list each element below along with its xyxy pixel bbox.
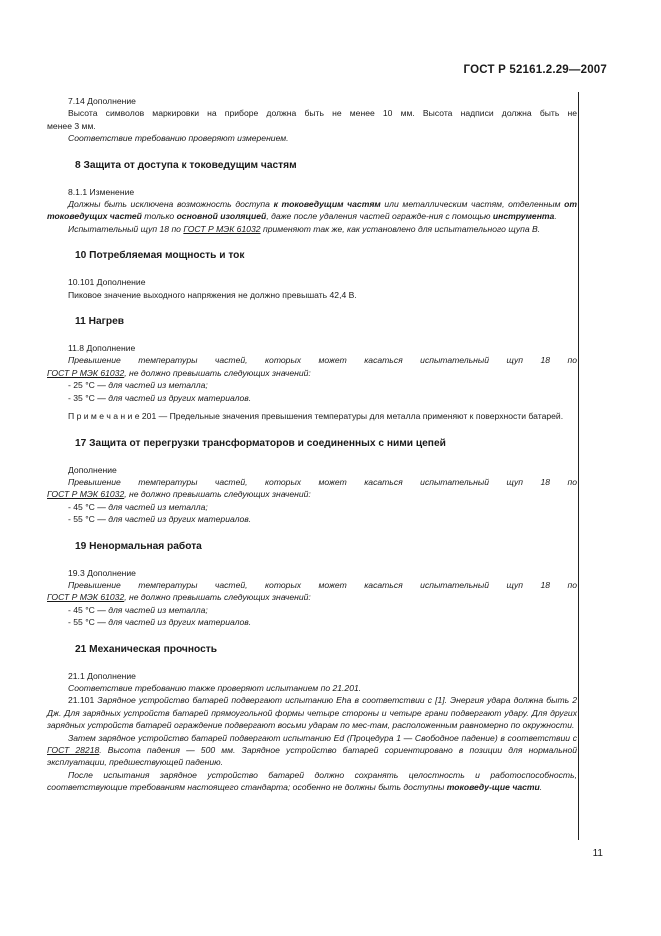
paragraph: менее 3 мм. [47, 120, 96, 131]
text: — для частей из других материалов. [94, 617, 252, 628]
value: - 25 °С [68, 380, 95, 391]
text: . Высота падения — 500 мм. Зарядное устройство батарей сориентировано в позиции для нормальной эксплуатации, предшествующей падению. [47, 745, 577, 768]
list-item [47, 501, 577, 513]
paragraph [47, 367, 577, 379]
section-heading: 8 Защита от доступа к токоведущим частям [75, 159, 297, 171]
standard-reference-link[interactable]: ГОСТ Р МЭК 61032 [183, 223, 261, 234]
clause-number: 21.101 [68, 695, 95, 706]
section-heading: 21 Механическая прочность [75, 643, 217, 655]
text: только [141, 211, 177, 222]
text: — для частей из других материалов. [94, 514, 252, 525]
paragraph: Соответствие требованию также проверяют испытанием по 21.201. [68, 682, 362, 693]
list-item [47, 513, 577, 525]
text: — для частей из металла; [94, 604, 208, 615]
change-bar [578, 92, 579, 840]
text: — для частей из других материалов. [94, 392, 252, 403]
paragraph [47, 694, 577, 731]
paragraph [47, 488, 577, 500]
term: инструмента [492, 211, 555, 222]
clause-number: 10.101 Дополнение [68, 277, 146, 288]
text: . [554, 211, 557, 222]
text: применяют так же, как установлено для испытательного щупа В. [260, 223, 541, 234]
paragraph: Высота символов маркировки на приборе должна быть не менее 10 мм. Высота надписи должна быть не [68, 108, 577, 119]
list-item [47, 379, 577, 391]
section-heading: 17 Защита от перегрузки трансформаторов и соединенных с ними цепей [75, 437, 446, 449]
paragraph: Превышение температуры частей, которых может касаться испытательный щуп 18 по [68, 579, 577, 590]
page-number: 11 [592, 848, 603, 859]
clause-number: 19.3 Дополнение [68, 567, 136, 578]
paragraph [47, 223, 577, 235]
clause-number: 8.1.1 Изменение [68, 186, 135, 197]
text: Испытательный щуп 18 по [68, 223, 184, 234]
value: - 45 °С [68, 501, 95, 512]
paragraph [47, 769, 577, 794]
standard-reference-link[interactable]: ГОСТ Р МЭК 61032 [47, 367, 125, 378]
note: П р и м е ч а н и е 201 — Предельные значения превышения температуры для металла применяют к поверхности батарей. [68, 411, 564, 422]
text: . [539, 782, 543, 793]
standard-reference-link[interactable]: ГОСТ Р МЭК 61032 [47, 592, 125, 603]
text: Должны быть исключена возможность доступа [68, 199, 274, 210]
clause-number: 11.8 Дополнение [68, 343, 136, 354]
text: , не должно превышать следующих значений: [124, 367, 311, 378]
list-item [47, 616, 577, 628]
text: После испытания зарядное устройство батарей должно сохранять целостность и работоспособность, соответствующие требованиям настоящего стандарта; особенно не должны быть доступны [47, 769, 577, 793]
section-heading: 10 Потребляемая мощность и ток [75, 250, 245, 262]
value: - 55 °С [68, 617, 95, 628]
value: - 55 °С [68, 514, 95, 525]
list-item [47, 392, 577, 404]
text: , не должно превышать следующих значений: [124, 592, 311, 603]
document-id: ГОСТ Р 52161.2.29—2007 [463, 64, 607, 76]
check-text: Соответствие требованию проверяют измерением. [68, 133, 289, 144]
term: от токоведущих частей [47, 199, 577, 222]
clause-number: 21.1 Дополнение [68, 670, 136, 681]
clause-number: 7.14 Дополнение [68, 96, 136, 106]
text: Затем зарядное устройство батарей подвергают испытанию Ed (Процедура 1 — Свободное падение) в соответствии с [68, 732, 577, 743]
term: токоведу-щие части [446, 782, 540, 793]
term: к токоведущим частям [273, 199, 381, 210]
text: — для частей из металла; [94, 380, 208, 391]
term: основной изоляцией [176, 211, 267, 222]
value: - 35 °С [68, 392, 95, 403]
clause-number: Дополнение [68, 464, 117, 475]
paragraph: Пиковое значение выходного напряжения не должно превышать 42,4 В. [68, 289, 357, 300]
paragraph: Превышение температуры частей, которых может касаться испытательный щуп 18 по [68, 476, 577, 487]
section-heading: 11 Нагрев [75, 316, 125, 328]
text: Зарядное устройство батарей подвергают испытанию Eha в соответствии с [1]. Энергия удара должна быть 2 Дж. Для зарядных устройств батарей прямоугольной формы четыре стороны и четыре грани подвергают удару. Для других зарядных устройств батарей ограждение подвергают восьми ударам по мес-там, расположенным равномерно по окружности. [47, 695, 577, 731]
list-item [47, 604, 577, 616]
standard-reference-link[interactable]: ГОСТ 28218 [47, 745, 100, 755]
standard-reference-link[interactable]: ГОСТ Р МЭК 61032 [47, 489, 125, 500]
text: — для частей из металла; [94, 501, 208, 512]
value: - 45 °С [68, 604, 95, 615]
paragraph [47, 732, 577, 769]
text: или металлическим частям, отделенным [380, 199, 565, 210]
paragraph [47, 198, 577, 223]
page-body [47, 95, 577, 794]
text: , даже после удаления частей огражде-ния с помощью [266, 211, 493, 222]
paragraph [47, 591, 577, 603]
text: , не должно превышать следующих значений: [124, 489, 311, 500]
section-heading: 19 Ненормальная работа [75, 540, 202, 552]
paragraph: Превышение температуры частей, которых может касаться испытательный щуп 18 по [68, 355, 577, 366]
